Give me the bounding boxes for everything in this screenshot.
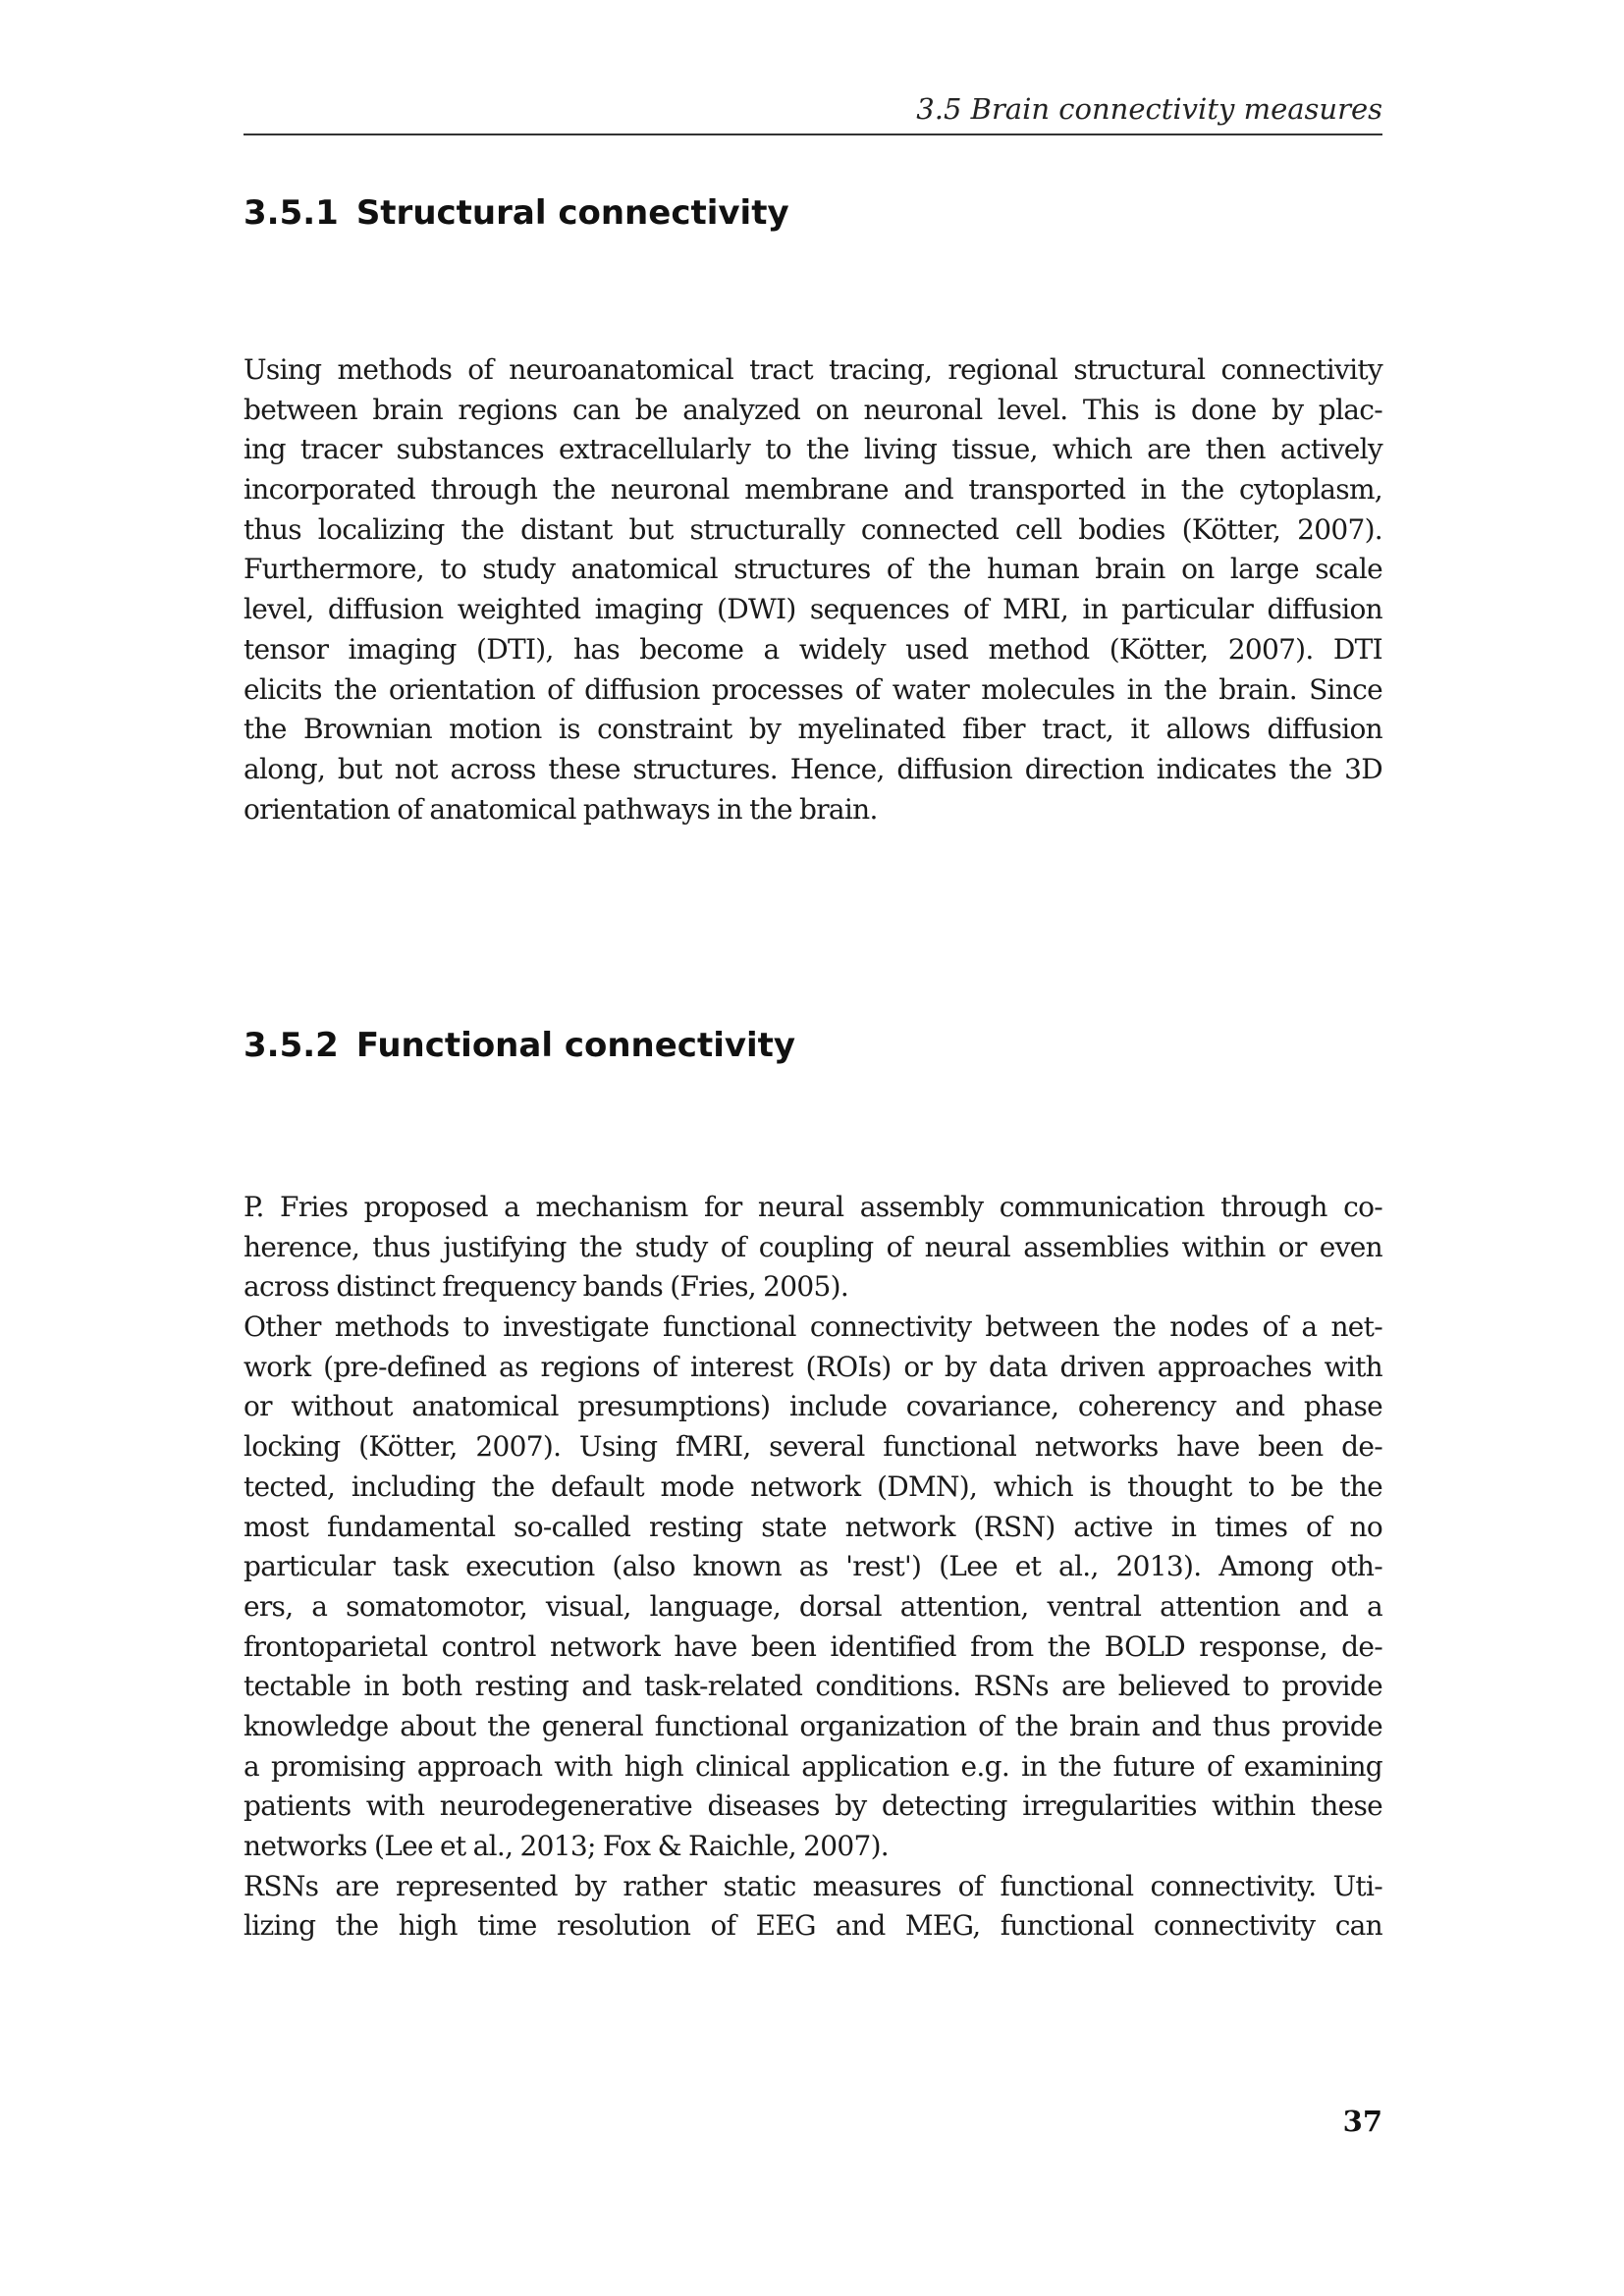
text-line: networks (Lee et al., 2013; Fox & Raichle, 2007).	[244, 1830, 889, 1862]
text-line: across distinct frequency bands (Fries, 2005).	[244, 1270, 849, 1304]
text-line: frontoparietal control network have been identified from the BOLD response, de-	[244, 1629, 1382, 1663]
text-line: P. Fries proposed a mechanism for neural assembly communication through co-	[244, 1191, 1382, 1223]
section-title: Functional connectivity	[355, 1026, 796, 1065]
text-line: thus localizing the distant but structurally connected cell bodies (Kötter, 2007).	[244, 512, 1382, 546]
text-line: most fundamental so-called resting state network (RSN) active in times of no	[244, 1510, 1382, 1543]
section-heading-structural	[244, 191, 789, 235]
text-line: a promising approach with high clinical application e.g. in the future of examining	[244, 1749, 1382, 1783]
text-line: RSNs are represented by rather static measures of functional connectivity. Uti-	[244, 1869, 1382, 1902]
text-line: orientation of anatomical pathways in the brain.	[244, 792, 878, 826]
text-line: herence, thus justifying the study of coupling of neural assemblies within or even	[244, 1230, 1382, 1263]
text-line: incorporated through the neuronal membrane and transported in the cytoplasm,	[244, 473, 1382, 507]
section-number: 3.5.1	[244, 193, 339, 233]
text-line: Other methods to investigate functional connectivity between the nodes of a net-	[244, 1310, 1382, 1344]
functional-paragraph	[244, 1188, 1382, 1947]
text-line: or without anatomical presumptions) include covariance, coherency and phase	[244, 1390, 1382, 1423]
text-line: the Brownian motion is constraint by myelinated fiber tract, it allows diffusion	[244, 713, 1382, 746]
text-line: Furthermore, to study anatomical structures of the human brain on large scale	[244, 553, 1382, 586]
text-line: ing tracer substances extracellularly to the living tissue, which are then actively	[244, 433, 1382, 466]
text-line: between brain regions can be analyzed on neuronal level. This is done by plac-	[244, 393, 1382, 426]
page-number: 37	[1342, 2105, 1382, 2138]
text-line: elicits the orientation of diffusion processes of water molecules in the brain. Since	[244, 672, 1382, 706]
text-line: level, diffusion weighted imaging (DWI) sequences of MRI, in particular diffusion	[244, 593, 1382, 626]
text-line: work (pre-defined as regions of interest (ROIs) or by data driven approaches with	[244, 1350, 1382, 1383]
text-line: lizing the high time resolution of EEG and MEG, functional connectivity can	[244, 1909, 1382, 1943]
text-line: Using methods of neuroanatomical tract tracing, regional structural connectivity	[244, 353, 1382, 386]
running-header	[244, 90, 1382, 135]
text-line: patients with neurodegenerative diseases by detecting irregularities within these	[244, 1789, 1382, 1823]
text-line: tectable in both resting and task-related conditions. RSNs are believed to provide	[244, 1670, 1382, 1703]
text-line: tected, including the default mode network (DMN), which is thought to be the	[244, 1469, 1382, 1503]
text-line: ers, a somatomotor, visual, language, dorsal attention, ventral attention and a	[244, 1589, 1382, 1623]
structural-paragraph	[244, 350, 1382, 829]
text-line: particular task execution (also known as 'rest') (Lee et al., 2013). Among oth-	[244, 1550, 1382, 1583]
text-line: locking (Kötter, 2007). Using fMRI, several functional networks have been de-	[244, 1430, 1382, 1464]
text-line: tensor imaging (DTI), has become a widely used method (Kötter, 2007). DTI	[244, 632, 1382, 666]
section-title: Structural connectivity	[355, 193, 789, 233]
section-heading-functional	[244, 1024, 795, 1067]
text-line: knowledge about the general functional organization of the brain and thus provide	[244, 1709, 1382, 1742]
text-line: along, but not across these structures. Hence, diffusion direction indicates the 3D	[244, 752, 1382, 785]
running-title: 3.5 Brain connectivity measures	[916, 92, 1382, 126]
section-number: 3.5.2	[244, 1026, 339, 1065]
